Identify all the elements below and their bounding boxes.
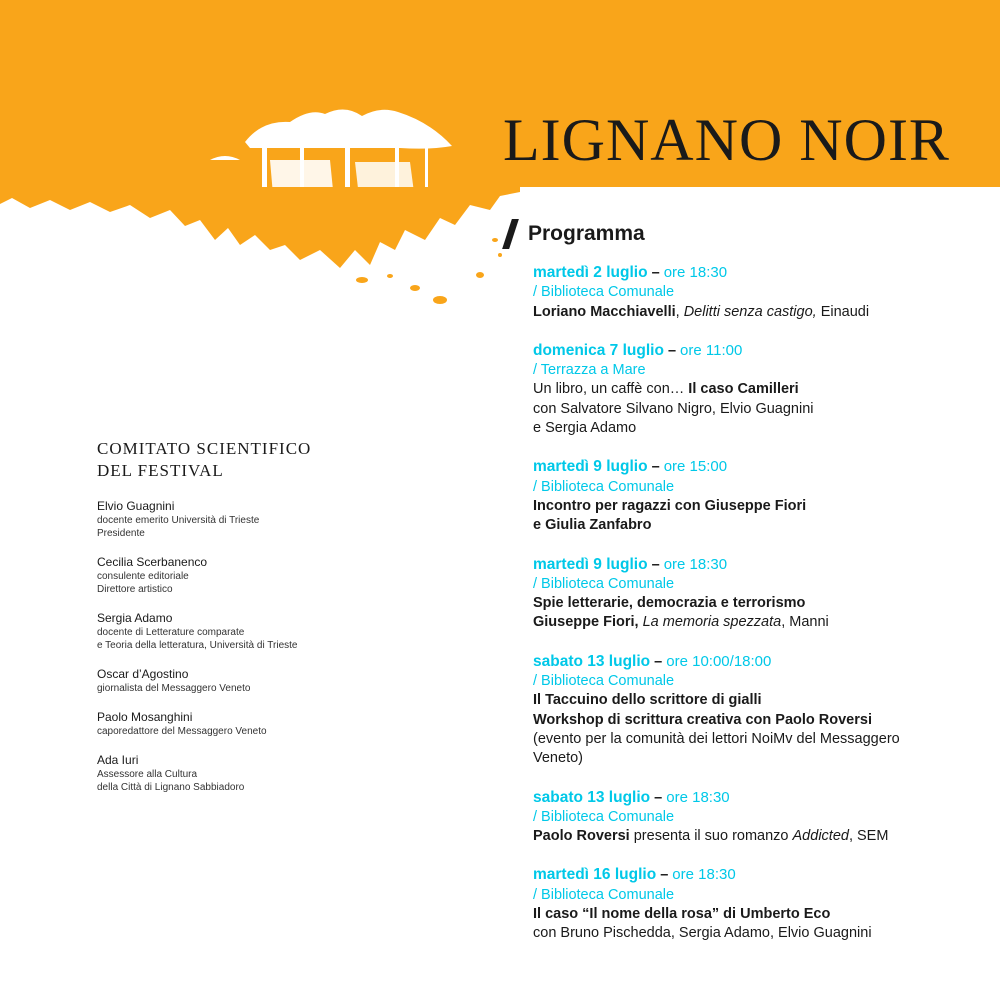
event-text: , SEM xyxy=(848,828,889,845)
event-text: Il Taccuino dello scrittore di gialli xyxy=(533,692,762,709)
member-name: Paolo Mosanghini xyxy=(97,710,193,724)
event-place: / Biblioteca Comunale xyxy=(533,886,675,903)
event-text: Einaudi xyxy=(816,303,870,320)
event-text: (evento per la comunità dei lettori NoiMv del Messaggero xyxy=(533,730,900,747)
event-time: ore 10:00/18:00 xyxy=(666,652,772,670)
event-date: martedì 9 luglio xyxy=(533,555,648,573)
member-name: Ada Iuri xyxy=(97,753,139,767)
event-date-line xyxy=(533,652,993,672)
event-text: con Bruno Pischedda, Sergia Adamo, Elvio Guagnini xyxy=(533,925,872,942)
member-role: consulente editoriale xyxy=(97,571,189,582)
committee-title xyxy=(97,438,477,482)
event-text: e Sergia Adamo xyxy=(533,420,637,437)
event-description-line xyxy=(533,594,993,613)
page-title: LIGNANO NOIR xyxy=(503,107,950,173)
event-text: Un libro, un caffè con… xyxy=(533,381,689,398)
programma-title: Programma xyxy=(528,222,645,245)
committee-member xyxy=(97,554,477,596)
event-text: Paolo Roversi xyxy=(533,828,630,845)
event-place: / Biblioteca Comunale xyxy=(533,284,675,301)
beach-umbrellas-image xyxy=(0,100,520,315)
committee-members xyxy=(97,498,477,794)
event-place: / Terrazza a Mare xyxy=(533,362,646,379)
committee-member xyxy=(97,752,477,794)
event-text: Incontro per ragazzi con Giuseppe Fiori xyxy=(533,497,807,514)
committee-member xyxy=(97,709,477,738)
event-text: Il caso Camilleri xyxy=(688,381,799,398)
event-text: , Manni xyxy=(781,614,829,631)
event-description-line xyxy=(533,380,993,399)
dash-separator: – xyxy=(656,867,673,884)
dash-separator: – xyxy=(647,265,664,281)
event-description-line xyxy=(533,613,993,632)
member-name: Oscar d’Agostino xyxy=(97,667,189,681)
event-description-line xyxy=(533,711,993,730)
event-description-line xyxy=(533,730,993,749)
event-text: La memoria spezzata xyxy=(642,614,782,631)
committee-member xyxy=(97,498,477,540)
member-role: e Teoria della letteratura, Università di Trieste xyxy=(97,640,298,651)
event-item xyxy=(533,865,993,943)
event-description-line xyxy=(533,419,993,438)
event-date-line xyxy=(533,788,993,808)
event-item xyxy=(533,788,993,847)
event-description-line xyxy=(533,516,993,535)
member-role: Assessore alla Cultura xyxy=(97,769,198,780)
event-place: / Biblioteca Comunale xyxy=(533,808,675,825)
member-role: docente emerito Università di Trieste xyxy=(97,515,260,526)
event-text: con Salvatore Silvano Nigro, Elvio Guagnini xyxy=(533,400,814,417)
event-description-line xyxy=(533,303,993,322)
event-date-line xyxy=(533,865,993,885)
member-name: Elvio Guagnini xyxy=(97,499,175,513)
dash-separator: – xyxy=(663,342,681,359)
event-text: , xyxy=(675,303,684,320)
event-date: domenica 7 luglio xyxy=(533,341,664,359)
event-date: martedì 9 luglio xyxy=(533,458,648,476)
committee-section xyxy=(97,438,477,808)
event-date: martedì 16 luglio xyxy=(533,866,657,884)
member-role: giornalista del Messaggero Veneto xyxy=(97,683,251,694)
event-description-line xyxy=(533,497,993,516)
event-date: sabato 13 luglio xyxy=(533,788,651,806)
event-text: Veneto) xyxy=(533,750,583,767)
event-item xyxy=(533,555,993,633)
event-item xyxy=(533,457,993,535)
dash-separator: – xyxy=(650,653,667,670)
event-date: sabato 13 luglio xyxy=(533,652,651,670)
event-time: ore 18:30 xyxy=(666,788,730,806)
dash-separator: – xyxy=(647,556,664,573)
committee-member xyxy=(97,610,477,652)
programma-heading xyxy=(507,219,645,249)
event-description-line xyxy=(533,749,993,768)
event-date-line xyxy=(533,457,993,477)
events-list xyxy=(533,263,993,963)
event-time: ore 11:00 xyxy=(680,341,743,359)
event-description-line xyxy=(533,827,993,846)
event-place: / Biblioteca Comunale xyxy=(533,673,675,690)
event-date-line xyxy=(533,341,993,361)
event-text: Spie letterarie, democrazia e terrorismo xyxy=(533,595,806,612)
event-place: / Biblioteca Comunale xyxy=(533,575,675,592)
event-description-line xyxy=(533,924,993,943)
event-item xyxy=(533,652,993,769)
event-description-line xyxy=(533,691,993,710)
member-role: della Città di Lignano Sabbiadoro xyxy=(97,782,245,793)
event-place: / Biblioteca Comunale xyxy=(533,478,675,495)
event-time: ore 18:30 xyxy=(672,866,736,884)
member-role: Direttore artistico xyxy=(97,584,173,595)
event-text: Workshop di scrittura creativa con Paolo Roversi xyxy=(533,711,872,728)
event-text: Giuseppe Fiori, xyxy=(533,614,639,631)
member-role: Presidente xyxy=(97,528,145,539)
event-text: Addicted xyxy=(792,828,849,845)
event-text: Il caso “Il nome della rosa” di Umberto Eco xyxy=(533,906,831,923)
member-role: caporedattore del Messaggero Veneto xyxy=(97,726,267,737)
event-date-line xyxy=(533,263,993,283)
event-time: ore 15:00 xyxy=(663,458,728,476)
event-text: Delitti senza castigo, xyxy=(683,303,817,320)
committee-title-line-2: DEL FESTIVAL xyxy=(97,461,224,480)
dash-separator: – xyxy=(650,789,667,806)
event-description-line xyxy=(533,400,993,419)
member-role: docente di Letterature comparate xyxy=(97,627,245,638)
committee-member xyxy=(97,666,477,695)
member-name: Sergia Adamo xyxy=(97,611,173,625)
event-description-line xyxy=(533,905,993,924)
event-text: e Giulia Zanfabro xyxy=(533,517,652,534)
event-text: presenta il suo romanzo xyxy=(629,828,793,845)
event-text: Loriano Macchiavelli xyxy=(533,303,676,320)
event-time: ore 18:30 xyxy=(663,555,728,573)
dash-separator: – xyxy=(647,459,664,476)
committee-title-line-1: COMITATO SCIENTIFICO xyxy=(97,439,312,458)
event-item xyxy=(533,341,993,438)
event-item xyxy=(533,263,993,322)
event-time: ore 18:30 xyxy=(663,264,728,281)
event-date-line xyxy=(533,555,993,575)
event-date: martedì 2 luglio xyxy=(533,264,648,281)
member-name: Cecilia Scerbanenco xyxy=(97,555,208,569)
